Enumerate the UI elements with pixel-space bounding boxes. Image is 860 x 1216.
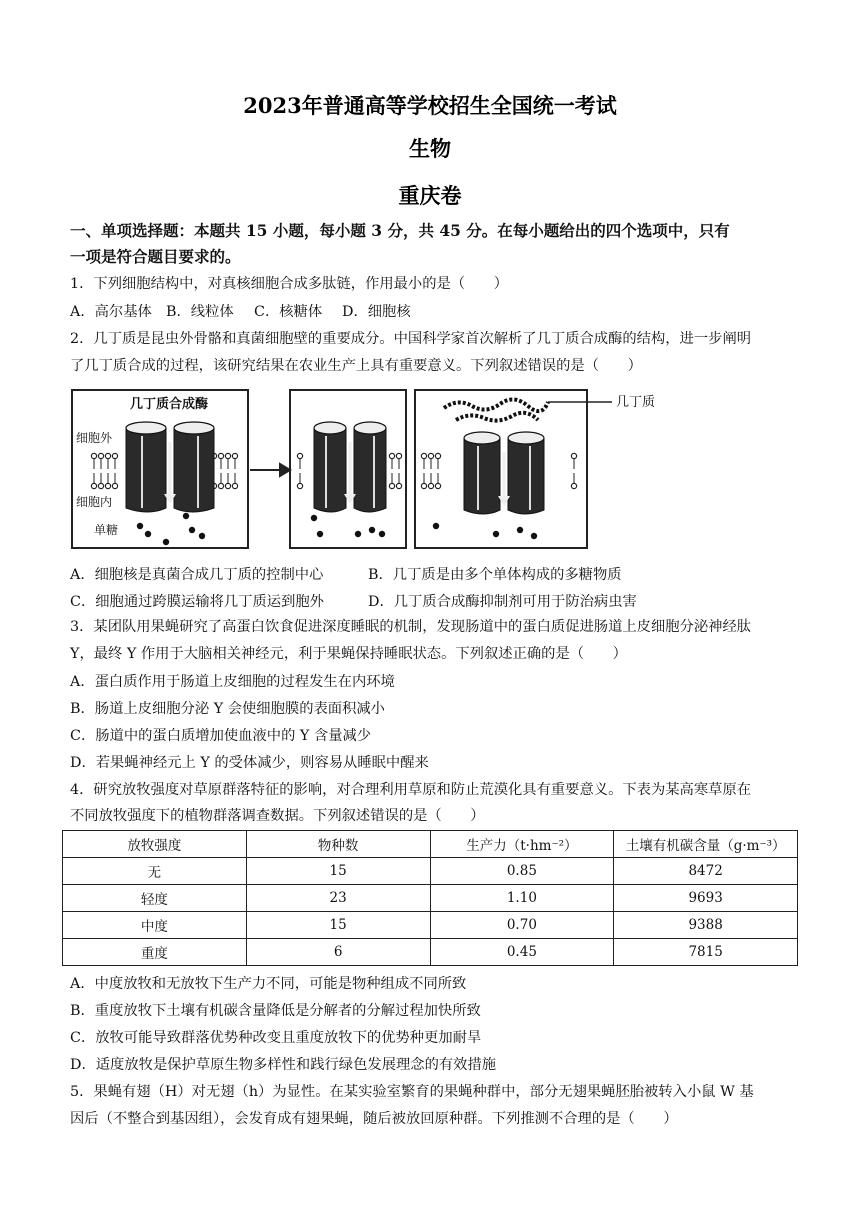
label-monosaccharide: 单糖 [94, 523, 119, 537]
grazing-data-table [62, 830, 798, 966]
label-inside: 细胞内 [76, 495, 113, 509]
q2-options-row2 [70, 591, 637, 611]
section-heading-line2: 一项是符合题目要求的。 [70, 247, 241, 266]
q1-option-d: D．细胞核 [342, 304, 411, 320]
exam-title: 2023年普通高等学校招生全国统一考试 [243, 93, 617, 118]
exam-subject: 生物 [409, 136, 451, 161]
membrane-bilayer [211, 453, 237, 488]
enzyme-complex [126, 422, 214, 512]
q2-option-d: D．几丁质合成酶抑制剂可用于防治病虫害 [368, 594, 637, 610]
table-cell: 0.45 [430, 939, 614, 966]
table-cell: 23 [246, 885, 430, 912]
q1-option-c: C．核糖体 [254, 304, 323, 320]
table-cell: 中度 [63, 912, 247, 939]
q2-option-b: B．几丁质是由多个单体构成的多糖物质 [368, 567, 622, 583]
table-header-row [63, 831, 798, 858]
table-cell: 6 [246, 939, 430, 966]
q3-option-a: A．蛋白质作用于肠道上皮细胞的过程发生在内环境 [70, 674, 395, 690]
label-enzyme: 几丁质合成酶 [130, 397, 209, 412]
monosaccharide-dot [199, 533, 205, 539]
table-cell: 1.10 [430, 885, 614, 912]
monosaccharide-dot [189, 527, 195, 533]
membrane-bilayer [571, 453, 576, 488]
q4-stem-line1: 4．研究放牧强度对草原群落特征的影响，对合理利用草原和防止荒漠化具有重要意义。下表为某高寒草原在 [70, 782, 752, 798]
membrane-bilayer [297, 453, 302, 488]
q3-stem-line1: 3．某团队用果蝇研究了高蛋白饮食促进深度睡眠的机制，发现肠道中的蛋白质促进肠道上皮细胞分泌神经肽 [70, 619, 752, 635]
q4-stem-line2: 不同放牧强度下的植物群落调查数据。下列叙述错误的是（ ） [70, 808, 485, 824]
table-header-cell: 放牧强度 [63, 831, 247, 858]
monosaccharide-dot [369, 527, 375, 533]
q1-stem: 1．下列细胞结构中，对真核细胞合成多肽链，作用最小的是（ ） [70, 276, 508, 292]
table-cell: 7815 [614, 939, 798, 966]
monosaccharide-dot [355, 531, 361, 537]
membrane-bilayer [389, 453, 401, 488]
q5-stem-line2: 因后（不整合到基因组），会发育成有翅果蝇，随后被放回原种群。下列推测不合理的是（ ） [70, 1111, 678, 1127]
monosaccharide-dot [311, 515, 317, 521]
table-cell: 0.70 [430, 912, 614, 939]
table-header-cell: 物种数 [246, 831, 430, 858]
table-cell: 9693 [614, 885, 798, 912]
q1-option-b: B．线粒体 [166, 304, 234, 320]
table-row [63, 858, 798, 885]
enzyme-complex [464, 432, 544, 514]
q4-option-a: A．中度放牧和无放牧下生产力不同，可能是物种组成不同所致 [70, 976, 467, 992]
table-cell: 15 [246, 912, 430, 939]
figure-panel-2 [290, 390, 406, 548]
table-row [63, 912, 798, 939]
table-header-cell: 土壤有机碳含量（g·m⁻³） [614, 831, 798, 858]
q1-option-a: A．高尔基体 [70, 304, 152, 320]
chitin-synthesis-figure [68, 384, 708, 554]
membrane-bilayer [91, 453, 117, 488]
q3-stem-line2: Y，最终 Y 作用于大脑相关神经元，利于果蝇保持睡眠状态。下列叙述正确的是（ ） [70, 646, 627, 662]
monosaccharide-dot [183, 513, 189, 519]
monosaccharide-dot [317, 531, 323, 537]
table-cell: 0.85 [430, 858, 614, 885]
monosaccharide-dot [493, 531, 499, 537]
q4-option-c: C．放牧可能导致群落优势种改变且重度放牧下的优势种更加耐旱 [70, 1030, 482, 1046]
q3-option-c: C．肠道中的蛋白质增加使血液中的 Y 含量减少 [70, 728, 372, 744]
membrane-bilayer [421, 453, 440, 488]
monosaccharide-dot [517, 527, 523, 533]
monosaccharide-dot [145, 531, 151, 537]
table-cell: 轻度 [63, 885, 247, 912]
chitin-strand [444, 399, 548, 411]
monosaccharide-dot [433, 523, 439, 529]
table-row [63, 939, 798, 966]
monosaccharide-dot [137, 523, 143, 529]
q1-options [70, 301, 411, 321]
q2-stem-line2: 了几丁质合成的过程，该研究结果在农业生产上具有重要意义。下列叙述错误的是（ ） [70, 358, 642, 374]
label-outside: 细胞外 [76, 431, 113, 445]
q2-options-row1 [70, 564, 622, 584]
chitin-strand [456, 413, 538, 421]
q2-option-a: A．细胞核是真菌合成几丁质的控制中心 [70, 567, 324, 583]
table-cell: 15 [246, 858, 430, 885]
q3-option-d: D．若果蝇神经元上 Y 的受体减少，则容易从睡眠中醒来 [70, 755, 429, 771]
enzyme-complex [314, 422, 386, 512]
q3-option-b: B．肠道上皮细胞分泌 Y 会使细胞膜的表面积减小 [70, 701, 385, 717]
table-cell: 9388 [614, 912, 798, 939]
table-cell: 重度 [63, 939, 247, 966]
q4-option-b: B．重度放牧下土壤有机碳含量降低是分解者的分解过程加快所致 [70, 1003, 481, 1019]
figure-panel-3 [415, 390, 587, 548]
table-cell: 无 [63, 858, 247, 885]
monosaccharide-dot [379, 531, 385, 537]
q4-option-d: D．适度放牧是保护草原生物多样性和践行绿色发展理念的有效措施 [70, 1057, 497, 1073]
q2-stem-line1: 2．几丁质是昆虫外骨骼和真菌细胞壁的重要成分。中国科学家首次解析了几丁质合成酶的结构，进一步阐明 [70, 331, 752, 347]
table-header-cell: 生产力（t·hm⁻²） [430, 831, 614, 858]
table-cell: 8472 [614, 858, 798, 885]
monosaccharide-dot [163, 539, 169, 545]
q2-option-c: C．细胞通过跨膜运输将几丁质运到胞外 [70, 594, 324, 610]
label-chitin: 几丁质 [616, 395, 656, 410]
section-heading-line1: 一、单项选择题：本题共 15 小题，每小题 3 分，共 45 分。在每小题给出的四个选项中，只有 [70, 221, 730, 240]
exam-region: 重庆卷 [398, 183, 462, 208]
monosaccharide-dot [531, 533, 537, 539]
table-row [63, 885, 798, 912]
q5-stem-line1: 5．果蝇有翅（H）对无翅（h）为显性。在某实验室繁育的果蝇种群中，部分无翅果蝇胚胎被转入小鼠 W 基 [70, 1084, 754, 1100]
